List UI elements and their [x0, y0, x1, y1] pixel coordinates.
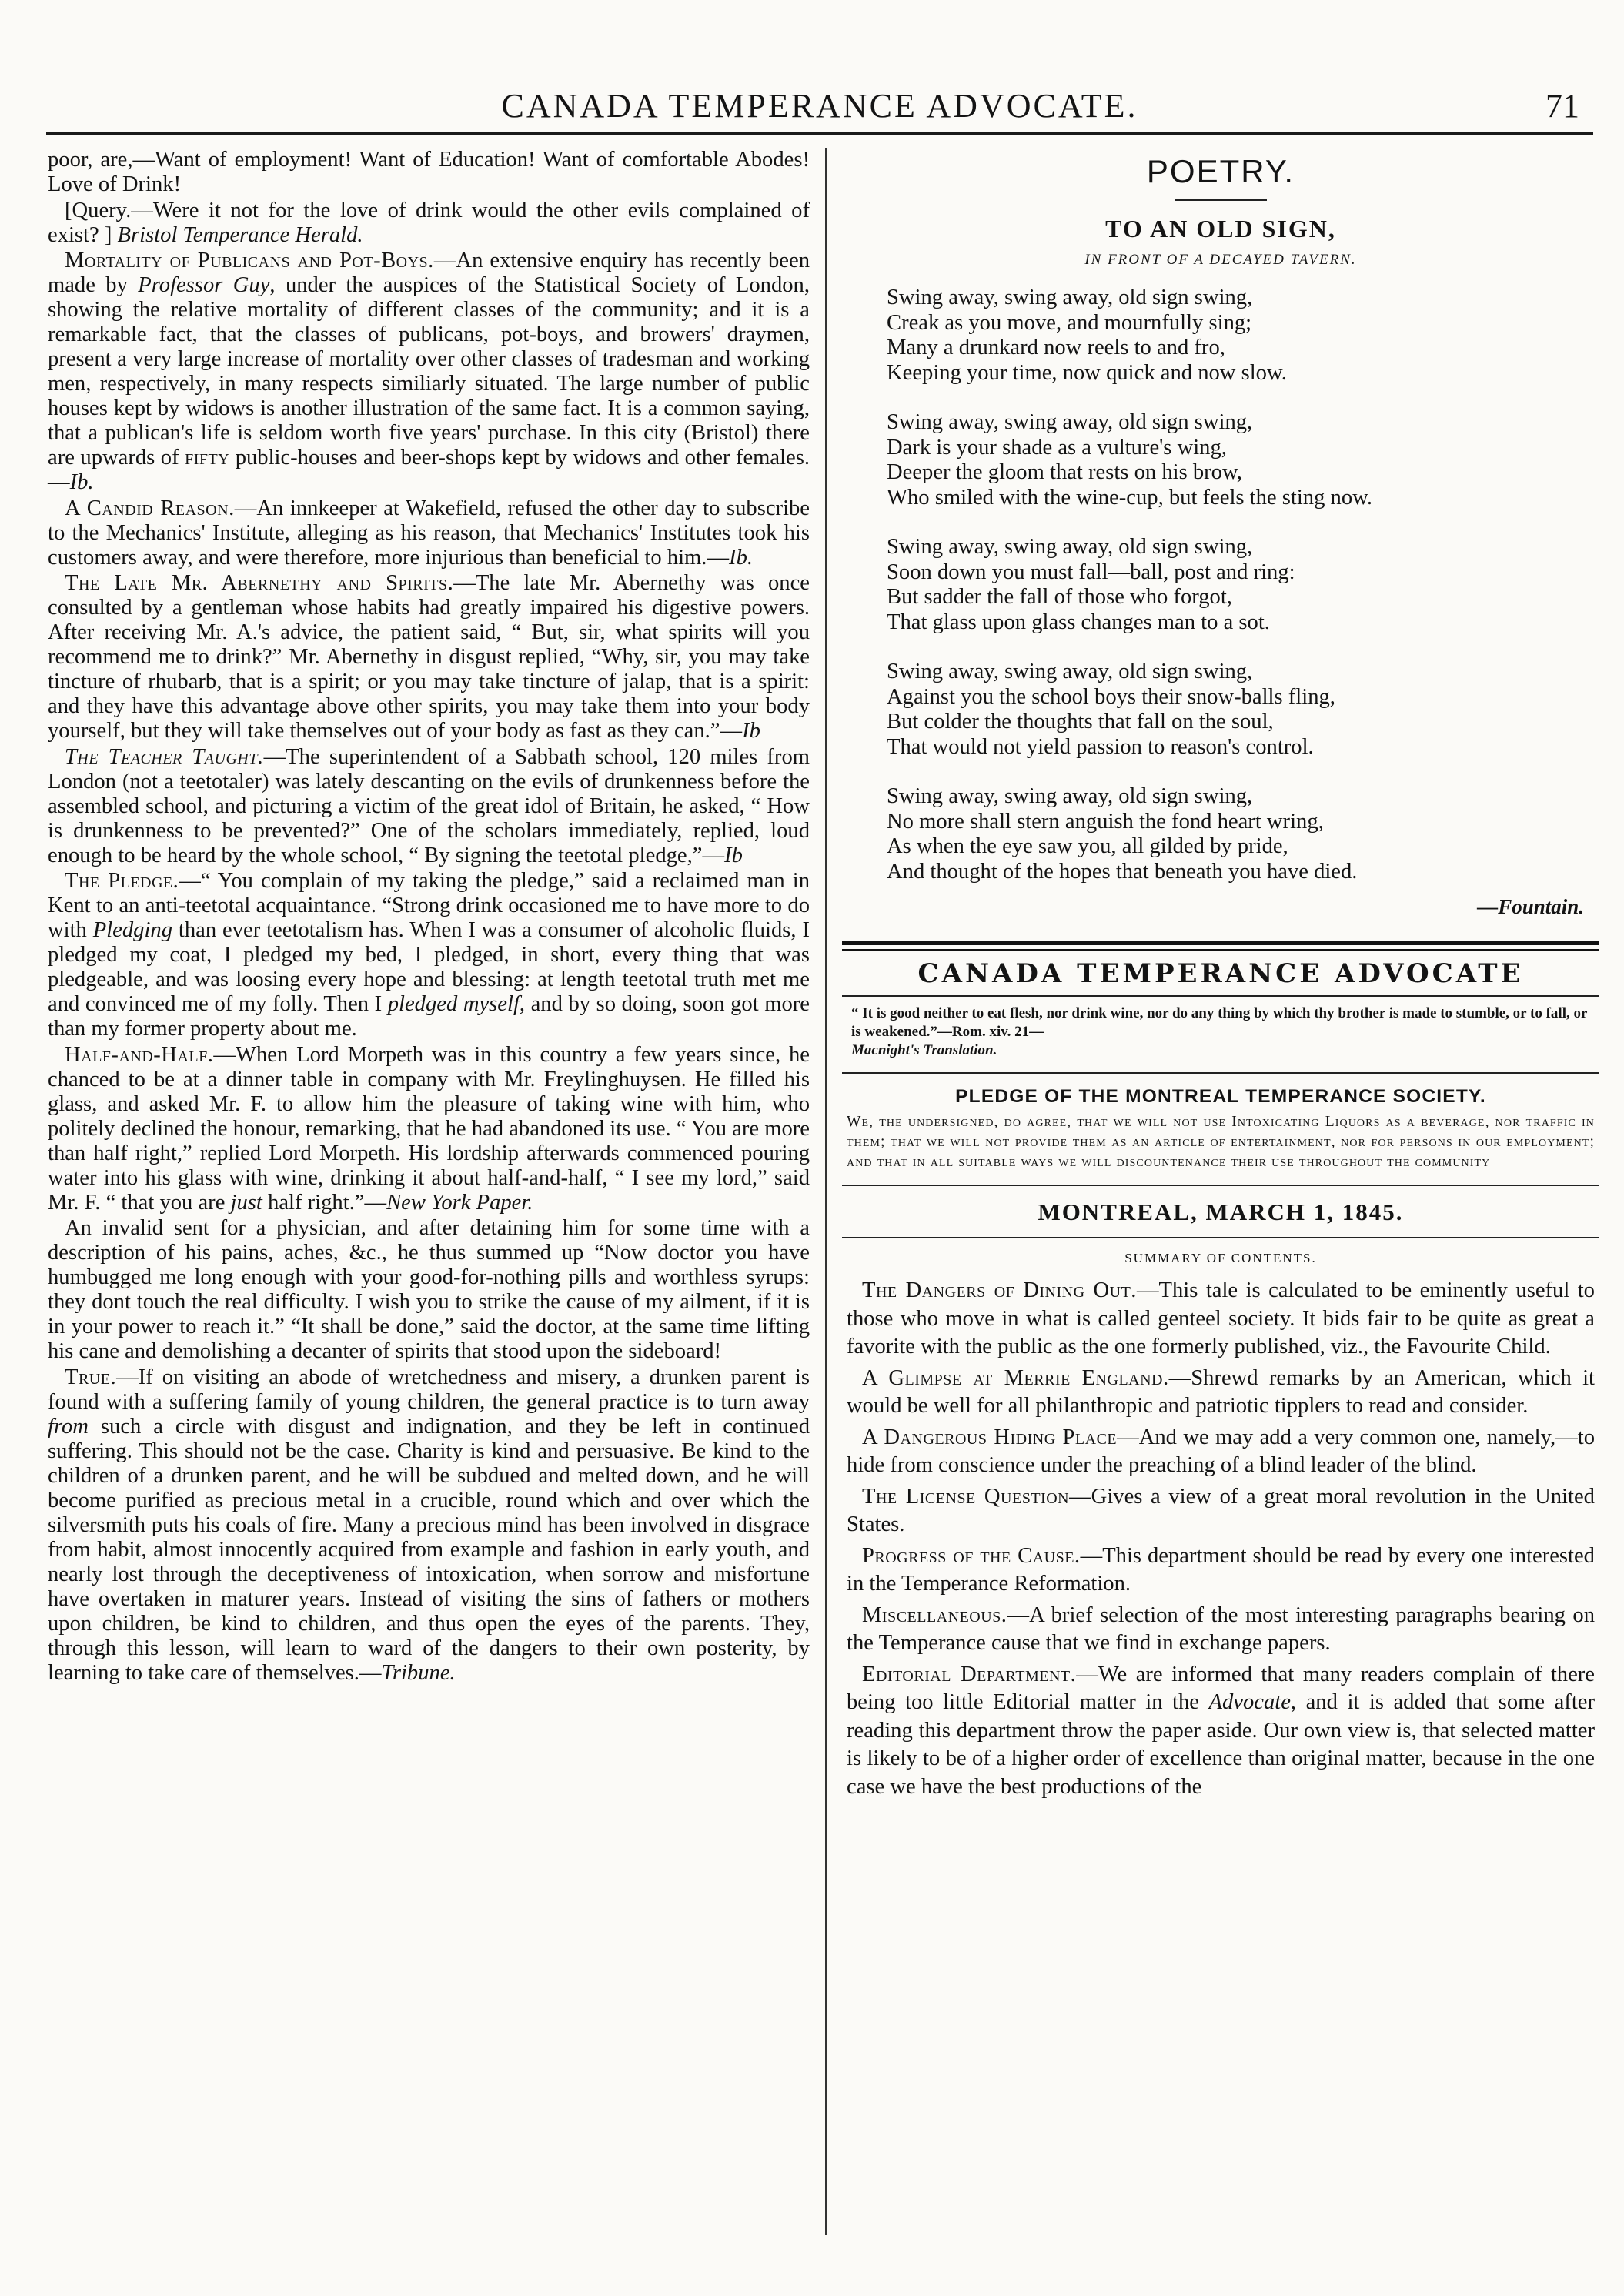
emphasis: Advocate [1208, 1690, 1291, 1714]
poem-line: Swing away, swing away, old sign swing, [887, 410, 1253, 434]
poem-line: Soon down you must fall—ball, post and ring: [887, 560, 1295, 584]
poem-stanza [887, 784, 1579, 884]
article-lead: A Candid Reason. [65, 496, 235, 520]
section-rule [842, 1237, 1599, 1238]
contents-item-title: Editorial Department. [862, 1662, 1077, 1686]
article-paragraph [48, 249, 810, 495]
editorial-contents [847, 1277, 1595, 1801]
paragraph-text: public-houses and beer-shops kept by widows and other females.— [48, 446, 810, 494]
paragraph-text: —If on visiting an abode of wretchedness and misery, a drunken parent is found with a suffering family of young children, the general practice is to turn away [48, 1365, 810, 1414]
source-credit: Bristol Temperance Herald. [117, 222, 363, 247]
article-paragraph [48, 1216, 810, 1364]
page-number: 71 [1545, 87, 1579, 125]
article-paragraph [48, 869, 810, 1041]
article-lead: The Pledge. [65, 869, 179, 893]
poem-stanza [887, 410, 1579, 510]
poem-stanza [887, 535, 1579, 635]
contents-item-title: Miscellaneous. [862, 1603, 1007, 1627]
section-rule [842, 1072, 1599, 1074]
source-credit: Ib [724, 843, 743, 867]
poem-title: TO AN OLD SIGN, [1105, 215, 1336, 242]
pledge-heading: PLEDGE OF THE MONTREAL TEMPERANCE SOCIETY. [955, 1086, 1486, 1107]
contents-item [847, 1424, 1595, 1480]
contents-item-text: —And we may add a very common one, namely,—to hide from conscience under the preaching of a blind leader of the blind. [847, 1425, 1595, 1477]
contents-item-title: A Glimpse at Merrie England. [862, 1365, 1169, 1390]
poem-line: And thought of the hopes that beneath you have died. [887, 859, 1358, 884]
poem-attribution: —Fountain. [1477, 895, 1584, 918]
article-lead: The Teacher Taught. [65, 744, 264, 769]
left-column [48, 148, 810, 1686]
contents-item-text: —Shrewd remarks by an American, which it would be well for all philanthropic and patriotic tipplers to read and consider. [847, 1365, 1595, 1418]
article-lead: Half-and-Half. [65, 1042, 214, 1067]
poem-line: Swing away, swing away, old sign swing, [887, 535, 1253, 559]
source-credit: Tribune. [381, 1660, 456, 1685]
poetry-heading: POETRY. [1146, 153, 1295, 189]
poem-line: Dark is your shade as a vulture's wing, [887, 435, 1227, 460]
contents-item [847, 1542, 1595, 1599]
poem-line: That glass upon glass changes man to a sot. [887, 610, 1270, 634]
right-column [842, 148, 1599, 1804]
paragraph-text: , and by so doing, soon got more than my former property about me. [48, 992, 810, 1041]
poem-line: Deeper the gloom that rests on his brow, [887, 460, 1242, 484]
contents-item-text: —This tale is calculated to be eminently useful to those who move in what is called genteel society. It bids fair to be quite as great a favorite with the public as the one formerly published, viz., the Favourite Child. [847, 1278, 1595, 1359]
poem-line: Creak as you move, and mournfully sing; [887, 310, 1252, 335]
contents-item-title: The Dangers of Dining Out. [862, 1278, 1137, 1302]
motto-citation: Macnight's Translation. [851, 1042, 997, 1058]
emphasis: from [48, 1414, 89, 1439]
paragraph-text: —“ You complain of my taking the pledge,” said a reclaimed man in Kent to an anti-teetotal acquaintance. “Strong drink occasioned me to have more to do with [48, 869, 810, 942]
paragraph-text: An invalid sent for a physician, and after detaining him for some time with a description of his pains, aches, &c., he thus summed up “Now doctor you have humbugged me long enough with your good-for-nothing pills and worthless syrups: they dont touch the real difficulty. I wish you to strike the cause of my ailment, if it is in your power to reach it.” “It shall be done,” said the doctor, at the same time lifting his cane and demolishing a decanter of spirits that stood upon the sideboard! [48, 1216, 810, 1363]
poem [887, 286, 1579, 884]
poem-line: Swing away, swing away, old sign swing, [887, 660, 1253, 683]
contents-item-text: —Gives a view of a great moral revolution in the United States. [847, 1484, 1595, 1536]
running-title: CANADA TEMPERANCE ADVOCATE. [501, 87, 1138, 125]
poem-line: That would not yield passion to reason's control. [887, 734, 1314, 759]
article-paragraph [48, 1365, 810, 1686]
paragraph-text: half right.”— [268, 1190, 387, 1215]
article-paragraph [48, 1043, 810, 1215]
poem-line: No more shall stern anguish the fond heart wring, [887, 809, 1324, 834]
emphasis: Professor Guy [138, 273, 270, 297]
source-credit: Ib. [729, 545, 754, 570]
article-paragraph [48, 745, 810, 868]
poem-line: Swing away, swing away, old sign swing, [887, 286, 1253, 309]
paragraph-text: —An innkeeper at Wakefield, refused the other day to subscribe to the Mechanics' Institute, alleging as his reason, that Mechanics' Institutes took his customers away, and were therefore, more injurious than beneficial to him.— [48, 496, 810, 570]
article-paragraph [48, 148, 810, 197]
source-credit: Ib. [69, 470, 94, 494]
contents-item-text: —A brief selection of the most interesting paragraphs bearing on the Temperance cause that we find in exchange papers. [847, 1603, 1595, 1655]
paragraph-text: , under the auspices of the Statistical Society of London, showing the relative mortality of different classes of the community; and it is a remarkable fact, that the classes of publicans, pot-boys, and browers' draymen, present a very large increase of mortality over other classes of tradesman and working men, respectively, in many respects similiarly situated. The large number of public houses kept by widows is another illustration of the same fact. It is a common saying, that a publican's life is seldom worth five years' purchase. In this city (Bristol) there are upwards of [48, 273, 810, 470]
paragraph-text: [Query.—Were it not for the love of drink would the other evils complained of exist? ] [48, 198, 810, 247]
article-paragraph [48, 571, 810, 744]
emphasis: pledged myself [387, 992, 520, 1016]
poem-line: Keeping your time, now quick and now slow. [887, 360, 1287, 385]
pledge-text: We, the undersigned, do agree, that we will not use Intoxicating Liquors as a beverage, nor traffic in them; that we will not provide them as an article of entertainment, nor for persons in our employment; and that in all suitable ways we will discountenance their use throughout the community [847, 1114, 1595, 1170]
poem-line: But colder the thoughts that fall on the soul, [887, 710, 1274, 734]
poem-stanza [887, 286, 1579, 386]
poem-stanza [887, 660, 1579, 760]
contents-item [847, 1602, 1595, 1658]
article-paragraph [48, 496, 810, 570]
emphasis: Pledging [92, 918, 172, 942]
contents-item [847, 1365, 1595, 1421]
masthead-motto [851, 1004, 1590, 1060]
poem-line: But sadder the fall of those who forgot, [887, 585, 1232, 609]
contents-item-title: A Dangerous Hiding Place [862, 1425, 1118, 1449]
article-paragraph [48, 199, 810, 248]
poem-line: Swing away, swing away, old sign swing, [887, 784, 1253, 808]
paragraph-text: —When Lord Morpeth was in this country a few years since, he chanced to be at a dinner table in company with Mr. Freylinghuysen. He filled his glass, and asked Mr. F. to allow him the pleasure of taking wine with him, who politely declined the honour, remarking, that he had abandoned its use. “ You are more than half right,” replied Lord Morpeth. His lordship afterwards commenced pouring water into his glass with wine, drinking it about half-and-half, “ I see my lord,” said Mr. F. “ that you are [48, 1042, 810, 1215]
dateline: MONTREAL, MARCH 1, 1845. [1038, 1198, 1404, 1225]
contents-item-text: —This department should be read by every one interested in the Temperance Reformation. [847, 1543, 1595, 1596]
poem-line: Who smiled with the wine-cup, but feels the sting now. [887, 485, 1373, 510]
paragraph-text: —An extensive enquiry has recently been made by [48, 249, 810, 297]
contents-item-title: Progress of the Cause. [862, 1543, 1081, 1568]
poem-line: Against you the school boys their snow-balls fling, [887, 684, 1335, 709]
article-lead: Mortality of Publicans and Pot-Boys. [65, 249, 434, 272]
poem-line: Many a drunkard now reels to and fro, [887, 336, 1225, 359]
column-divider [825, 148, 827, 2235]
paragraph-text: —The late Mr. Abernethy was once consulted by a gentleman whose habits had greatly impaired his digestive powers. After receiving Mr. A.'s advice, the patient said, “ But, sir, what spirits will you recommend me to drink?” Mr. Abernethy in disgust replied, “Why, sir, you may take tincture of rhubarb, that is a spirit; or you may take tincture of jalap, that is a spirit: and they have this advantage above other spirits, you may take them into your body yourself, but they will take themselves out of your body as fast as they can.”— [48, 571, 810, 743]
paragraph-text: than ever teetotalism has. When I was a consumer of alcoholic fluids, I pledged my coat, I pledged my bed, I pledged, in short, every thing that was pledgeable, and was loosing every hope and blessing: at length teetotal truth met me and convinced me of my folly. Then I [48, 918, 810, 1016]
motto-text: “ It is good neither to eat flesh, nor drink wine, nor do any thing by which thy brother is made to stumble, or to fall, or is weakened.”—Rom. xiv. 21— [851, 1005, 1588, 1040]
running-head [46, 83, 1593, 135]
contents-item-text: —We are informed that many readers complain of there being too little Editorial matter in the [847, 1662, 1595, 1714]
poem-line: As when the eye saw you, all gilded by pride, [887, 834, 1288, 858]
source-credit: New York Paper. [386, 1190, 533, 1215]
emphasis: just [230, 1190, 262, 1215]
source-credit: Ib [742, 719, 760, 743]
paragraph-text: such a circle with disgust and indignation, and they be left in continued suffering. This should not be the case. Charity is kind and persuasive. Be kind to the children of a drunken parent, and he will be subdued and melted down, and he will become purified as precious metal in a crucible, round which and over which the silversmith puts his coals of fire. Many a precious mind has been involved in disgrace from habit, almost innocently acquired from example and fashion in early youth, and nearly lost through the deceptiveness of intoxication, when sorrow and misfortune have overtaken in maturer years. Instead of visiting the sins of fathers or mothers upon children, be kind to children, and thus open the eyes of the parents. They, through this lesson, will learn to ward of the dangers to their own posterity, by learning to take care of themselves.— [48, 1414, 810, 1685]
section-rule [842, 941, 1599, 951]
paragraph-text: poor, are,—Want of employment! Want of Education! Want of comfortable Abodes! Love of Drink! [48, 148, 810, 196]
poem-subtitle: IN FRONT OF A DECAYED TAVERN. [1084, 252, 1357, 268]
contents-item-text: , and it is added that some after reading this department throw the paper aside. Our own view is, that selected matter is likely to be of a higher order of excellence than original matter, because in the one case we have the best productions of the [847, 1690, 1595, 1799]
paragraph-text: —The superintendent of a Sabbath school, 120 miles from London (not a teetotaler) was lately descanting on the evils of drunkenness before the assembled school, and picturing a victim of the great idol of Britain, he asked, “ How is drunkenness to be prevented?” One of the scholars immediately, replied, loud enough to be heard by the whole school, “ By signing the teetotal pledge,”— [48, 744, 810, 867]
contents-item-title: The License Question [862, 1484, 1070, 1509]
contents-item [847, 1277, 1595, 1362]
article-lead: True. [65, 1365, 117, 1389]
ornamental-rule [1175, 199, 1267, 201]
contents-item [847, 1483, 1595, 1539]
masthead-title: CANADA TEMPERANCE ADVOCATE [842, 958, 1599, 997]
article-lead: The Late Mr. Abernethy and Spirits. [65, 571, 454, 595]
contents-heading: SUMMARY OF CONTENTS. [1124, 1251, 1317, 1265]
contents-item [847, 1661, 1595, 1802]
section-rule [842, 1185, 1599, 1186]
emphasis: fifty [185, 446, 230, 470]
